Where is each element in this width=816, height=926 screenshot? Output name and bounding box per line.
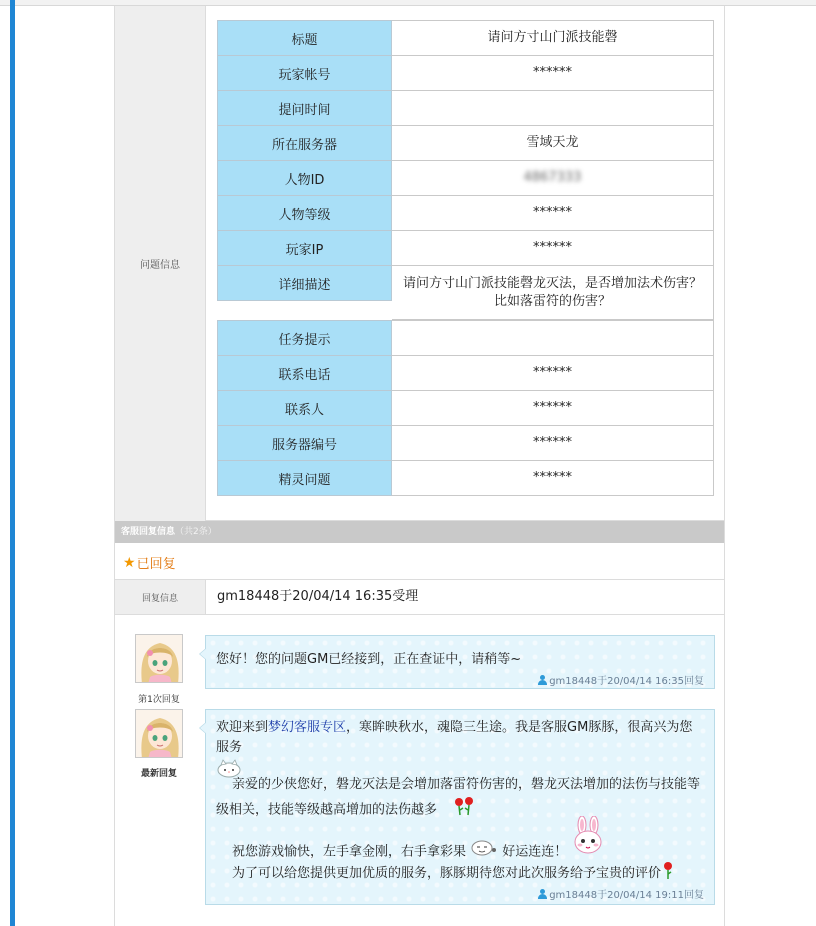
question-info-label: 问题信息	[115, 6, 206, 521]
reply-section-header	[115, 521, 724, 543]
row-key: 提问时间	[217, 90, 392, 126]
reply-info-value: gm18448于20/04/14 16:35受理	[217, 589, 419, 604]
message-meta	[538, 886, 704, 901]
row-key: 详细描述	[217, 265, 392, 301]
row-server-no	[217, 425, 714, 461]
question-info-table	[217, 20, 714, 496]
row-value: ******	[392, 460, 714, 496]
reply-header-title: 客服回复信息	[121, 527, 176, 537]
row-ip	[217, 230, 714, 266]
message-para-2	[216, 774, 700, 824]
row-server	[217, 125, 714, 161]
message-para-3-prefix: 祝您游戏愉快，左手拿金刚，右手拿彩果	[232, 844, 467, 860]
row-value: ******	[392, 55, 714, 91]
message-para-4-text: 为了可以给您提供更加优质的服务，豚豚期待您对此次服务给予宝贵的评价	[232, 866, 662, 881]
reply-status	[123, 553, 176, 572]
rose-icon	[437, 796, 477, 824]
row-value	[392, 160, 714, 196]
avatar-girl-icon	[135, 634, 183, 683]
person-icon	[538, 889, 547, 899]
row-key: 玩家帐号	[217, 55, 392, 91]
row-key: 任务提示	[217, 320, 392, 356]
message-para-3-suffix: 好运连连！	[502, 844, 568, 860]
message-bubble-2	[205, 709, 715, 905]
reply-header-count: （共2条）	[175, 527, 217, 537]
row-value	[392, 90, 714, 126]
reply-latest-label: 最新回复	[140, 769, 177, 779]
row-key: 人物ID	[217, 160, 392, 196]
row-value: 请问方寸山门派技能磬龙灭法，是否增加法术伤害？比如落雷符的伤害？	[392, 265, 714, 320]
reply-status-text: 已回复	[136, 557, 176, 572]
row-value: ******	[392, 355, 714, 391]
welcome-prefix: 欢迎来到	[216, 720, 269, 735]
row-account	[217, 55, 714, 91]
reply-count-label: 第1次回复	[138, 695, 180, 705]
row-character-id	[217, 160, 714, 196]
rabbit-emoji-icon	[571, 816, 605, 864]
left-accent-bar	[10, 0, 15, 926]
question-info-section	[115, 6, 724, 521]
row-spirit-question	[217, 460, 714, 496]
ticket-panel	[114, 6, 725, 926]
row-description	[217, 265, 714, 320]
welcome-suffix: ，寒眸映秋水，魂隐三生途。我是客服GM豚豚，很高兴为您服务	[216, 720, 693, 755]
row-phone	[217, 355, 714, 391]
row-ask-time	[217, 90, 714, 126]
reply-info-label: 回复信息	[115, 580, 206, 614]
row-value: ******	[392, 195, 714, 231]
message-meta	[538, 672, 704, 687]
row-key: 联系电话	[217, 355, 392, 391]
rose-icon	[661, 860, 675, 887]
row-value: 请问方寸山门派技能磬	[392, 20, 714, 56]
row-key: 精灵问题	[217, 460, 392, 496]
message-para-4	[216, 860, 700, 887]
row-value	[392, 320, 714, 356]
star-icon: ★	[123, 554, 136, 571]
message-para-2-text: 亲爱的少侠您好，磐龙灭法是会增加落雷符伤害的，磐龙灭法增加的法伤与技能等级相关，技能等级越高增加的法伤越多	[216, 777, 701, 818]
row-value: ******	[392, 390, 714, 426]
message-bubble-1	[205, 635, 715, 689]
person-icon	[538, 675, 547, 685]
row-value: ******	[392, 425, 714, 461]
row-key: 标题	[217, 20, 392, 56]
row-key: 联系人	[217, 390, 392, 426]
blurred-id: 4867333	[523, 170, 582, 185]
avatar-girl-icon	[135, 709, 183, 758]
row-value: ******	[392, 230, 714, 266]
row-contact	[217, 390, 714, 426]
row-key: 玩家IP	[217, 230, 392, 266]
cs-zone-link[interactable]: 梦幻客服专区	[268, 720, 347, 735]
row-task-hint	[217, 320, 714, 356]
message-meta-text: gm18448于20/04/14 16:35回复	[549, 676, 704, 687]
message-text: 您好！您的问题GM已经接到，正在查证中，请稍等~	[216, 652, 522, 667]
row-value: 雪域天龙	[392, 125, 714, 161]
reply-info-row	[115, 579, 724, 615]
row-key: 人物等级	[217, 195, 392, 231]
row-title	[217, 20, 714, 56]
row-key: 服务器编号	[217, 425, 392, 461]
row-level	[217, 195, 714, 231]
message-meta-text: gm18448于20/04/14 19:11回复	[549, 890, 704, 901]
row-key: 所在服务器	[217, 125, 392, 161]
